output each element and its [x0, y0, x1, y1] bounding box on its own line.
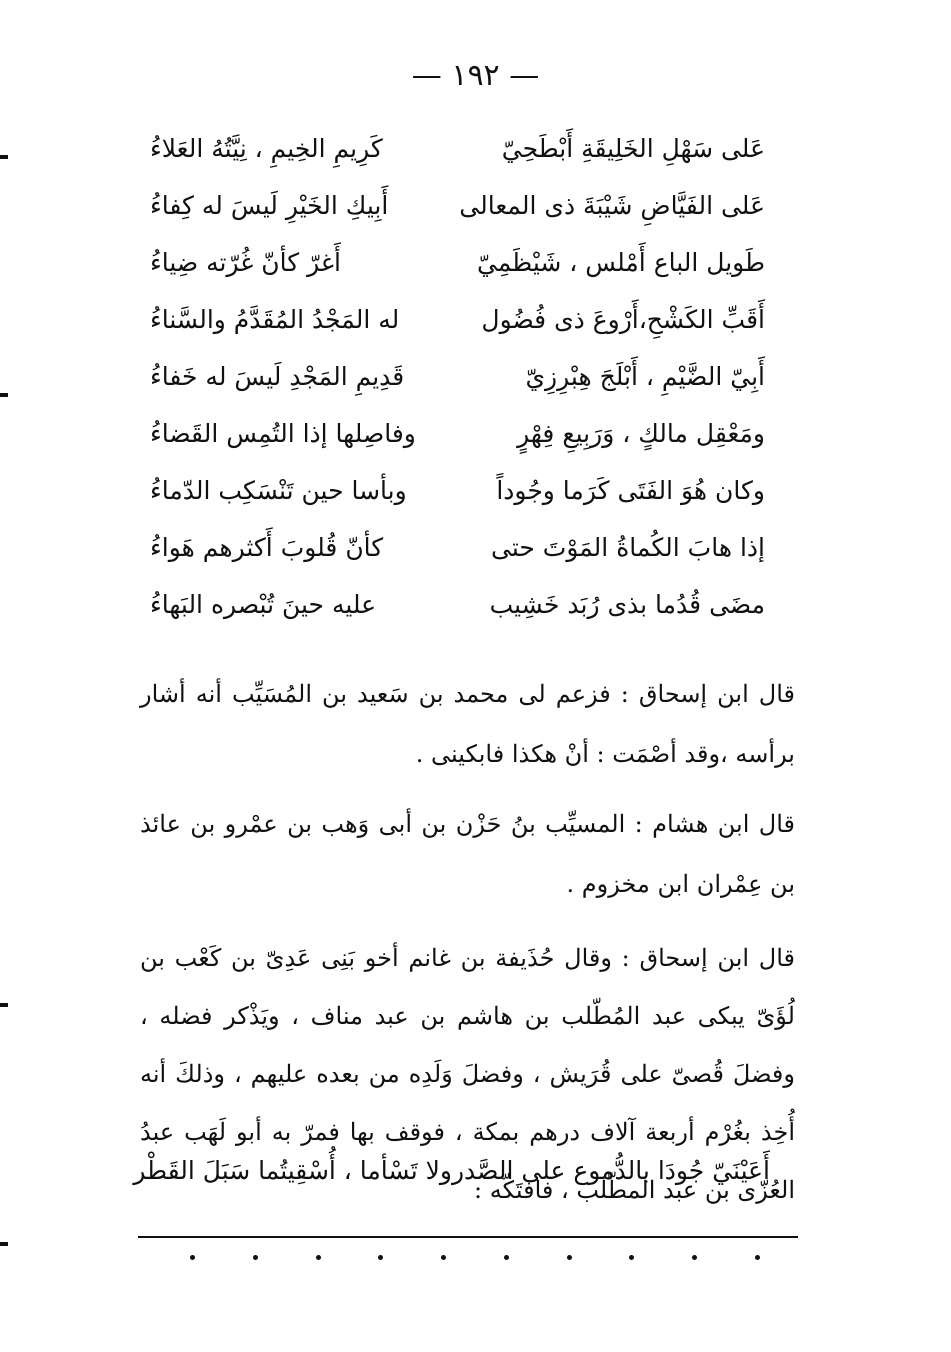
verse-first-hemistich: أَقَبِّ الكَشْحِ،أَرْوعَ ذى فُضُول [481, 305, 765, 334]
footnote-dot [378, 1255, 383, 1260]
scan-edge-mark [0, 1003, 8, 1007]
footnote-dot [692, 1255, 697, 1260]
footnote-dot [190, 1255, 195, 1260]
footnote-rule [138, 1236, 798, 1238]
verse-second-hemistich: وبأسا حين تَنْسَكِب الدّماءُ [150, 476, 407, 505]
verse-second-hemistich: وفاصِلها إذا التُمِس القَضاءُ [150, 419, 416, 448]
footnote-dot [441, 1255, 446, 1260]
poem-verse [150, 120, 765, 177]
poem-verse [150, 405, 765, 462]
footnote-dot [504, 1255, 509, 1260]
verse-second-hemistich: أَغرّ كأنّ غُرّته ضِياءُ [150, 248, 341, 277]
verse-second-hemistich: عليه حينَ تُبْصره البَهاءُ [150, 590, 377, 619]
footnote-dots [190, 1255, 760, 1260]
verse-second-hemistich: كَرِيمِ الخِيمِ ، نِيَّتُهُ العَلاءُ [150, 134, 383, 163]
verse-second-hemistich: له المَجْدُ المُقَدَّمُ والسَّناءُ [150, 305, 400, 334]
verse-first-hemistich: أَبِيّ الضَّيْمِ ، أَبْلَجَ هِبْرِزِيّ [525, 362, 765, 391]
footnote-dot [253, 1255, 258, 1260]
verse-first-hemistich: إذا هابَ الكُماةُ المَوْتَ حتى [491, 533, 765, 562]
verse-second-hemistich: كأنّ قُلوبَ أَكثرهم هَواءُ [150, 533, 384, 562]
scan-edge-mark [0, 393, 8, 397]
footnote-dot [567, 1255, 572, 1260]
verse-first-hemistich: ومَعْقِل مالكٍ ، وَرَبِيعِ فِهْرٍ [517, 419, 765, 448]
poem-verse [150, 234, 765, 291]
verse-first-hemistich: عَلى الفَيَّاضِ شَيْبَةَ ذى المعالى [459, 191, 765, 220]
verse-first-hemistich: عَلى سَهْلِ الخَلِيقَةِ أَبْطَحِيّ [501, 134, 765, 163]
scan-edge-mark [0, 1242, 8, 1246]
prose-paragraph: قال ابن هشام : المسيِّب بنُ حَزْن بن أبى وَهب بن عمْرو بن عائذ بن عِمْران ابن مخزوم . [140, 810, 795, 898]
verse-first-hemistich: مضَى قُدُما بذى رُبَد خَشِيب [489, 590, 765, 619]
page-number: — ١٩٢ — [411, 58, 540, 93]
prose-paragraph: قال ابن إسحاق : وقال حُذَيفة بن غانم أخو بَنِى عَدِىّ بن كَعْب بن لُؤَىّ يبكى عبد المُطّلب بن هاشم بن عبد مناف ، ويَذْكر فضله ، وفضلَ قُصىّ على قُرَيش ، وفضلَ وَلَدِه من بعده عليهم ، وذلكَ أنه أُخِذ بغُرْم أربعة آلاف درهم بمكة ، فوقف بها فمرّ به أبو لَهَب عبدُ العُزّى بن عبد المطّلب ، فافتَكّه : [140, 944, 795, 1204]
poem-verse [150, 576, 765, 633]
poem-verse [150, 519, 765, 576]
poem-verse [150, 462, 765, 519]
verse-second-hemistich: قَدِيمِ المَجْدِ لَيسَ له خَفاءُ [150, 362, 405, 391]
closing-verse [133, 1140, 770, 1200]
poem-verse [150, 348, 765, 405]
verse-first-hemistich: أَعَيْنَيّ جُودَا بالدُّموع على الصَّدر [451, 1155, 770, 1185]
footnote-dot [629, 1255, 634, 1260]
poem-verse [150, 177, 765, 234]
verse-first-hemistich: وكان هُوَ الفَتَى كَرَما وجُوداً [496, 476, 765, 505]
verse-first-hemistich: طَويل الباع أَمْلس ، شَيْظَمِيّ [477, 248, 765, 277]
poem-verse [150, 291, 765, 348]
footnote-dot [316, 1255, 321, 1260]
footnote-dot [755, 1255, 760, 1260]
scan-edge-mark [0, 155, 8, 159]
verse-second-hemistich: أَبِيكِ الخَيْرِ لَيسَ له كِفاءُ [150, 191, 389, 220]
verse-second-hemistich: ولا تَسْأما ، أُسْقِيتُما سَبَلَ القَطْر [133, 1155, 452, 1185]
poem [150, 120, 765, 633]
prose-paragraph: قال ابن إسحاق : فزعم لى محمد بن سَعيد بن المُسَيِّب أنه أشار برأسه ،وقد أصْمَت : أنْ هكذا فابكينى . [140, 680, 795, 768]
